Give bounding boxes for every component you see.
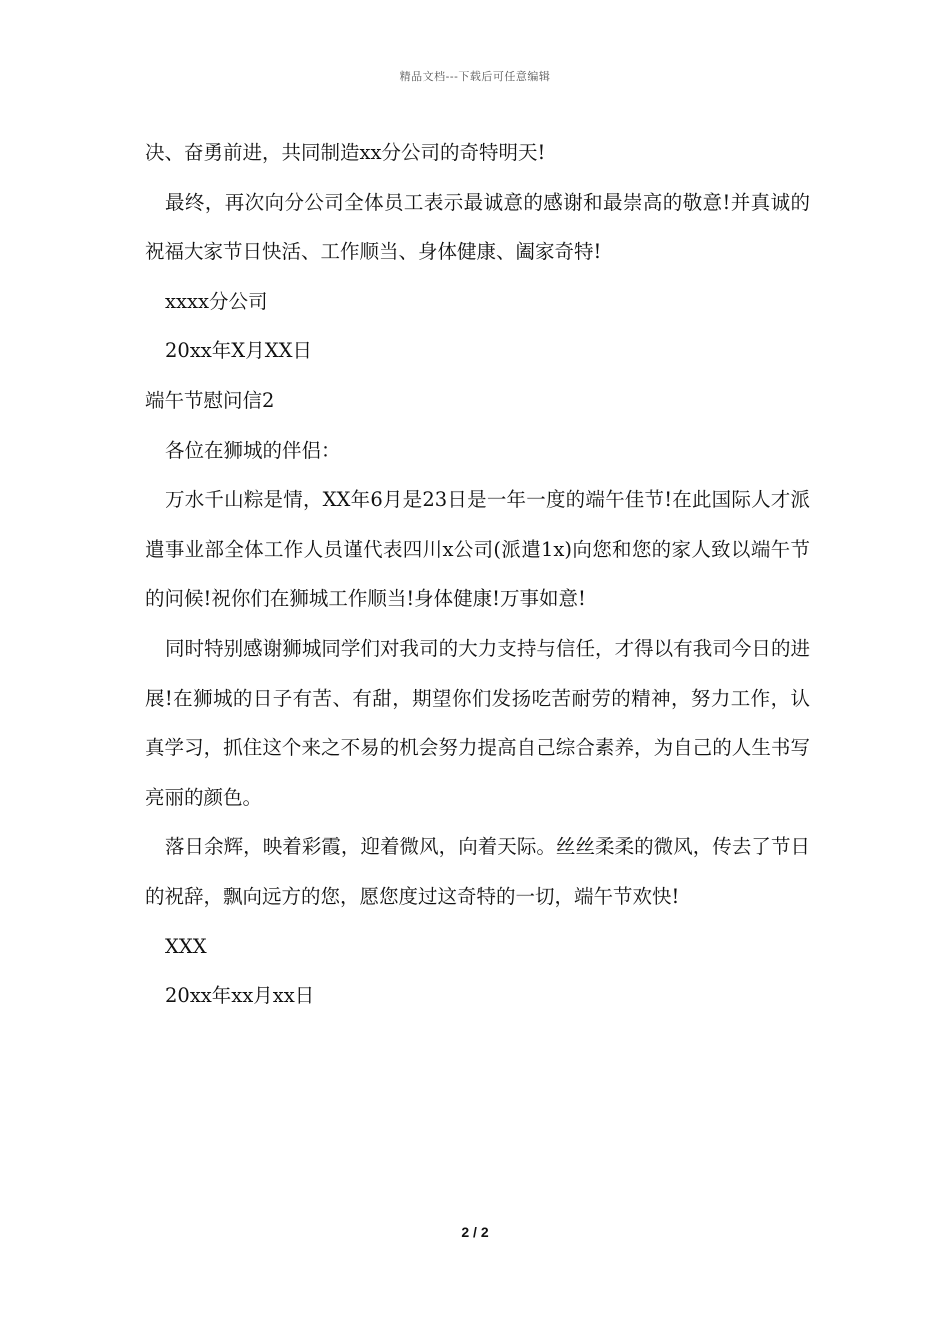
paragraph-blessing: 落日余辉，映着彩霞，迎着微风，向着天际。丝丝柔柔的微风，传去了节日的祝辞，飘向远方的您，愿您度过这奇特的一切，端午节欢快! [145, 835, 810, 908]
signature-date-2: 20xx年xx月xx日 [165, 984, 315, 1008]
page-number: 2 / 2 [461, 1224, 489, 1240]
signature-company: xxxx分公司 [165, 289, 268, 313]
paragraph-thanks: 同时特别感谢狮城同学们对我司的大力支持与信任，才得以有我司今日的进展!在狮城的日子有苦、有甜，期望你们发扬吃苦耐劳的精神，努力工作，认真学习，抓住这个来之不易的机会努力提高自己综合素养，为自己的人生书写亮丽的颜色。 [145, 636, 810, 809]
salutation: 各位在狮城的伴侣： [165, 438, 341, 462]
document-body [145, 128, 810, 1021]
paragraph-continuation: 决、奋勇前进，共同制造xx分公司的奇特明天! [145, 141, 546, 164]
signature-date: 20xx年X月XX日 [165, 339, 312, 363]
signature-name: XXX [165, 934, 207, 958]
page-header: 精品文档---下载后可任意编辑 [399, 70, 551, 83]
paragraph-greeting: 万水千山粽是情，XX年6月是23日是一年一度的端午佳节!在此国际人才派遣事业部全体工作人员谨代表四川x公司(派遣1x)向您和您的家人致以端午节的问候!祝你们在狮城工作顺当!身体健康!万事如意! [145, 488, 810, 611]
section-title: 端午节慰问信2 [145, 388, 275, 412]
paragraph-closing-thanks: 最终，再次向分公司全体员工表示最诚意的感谢和最崇高的敬意!并真诚的祝福大家节日快活、工作顺当、身体健康、阖家奇特! [145, 190, 810, 264]
